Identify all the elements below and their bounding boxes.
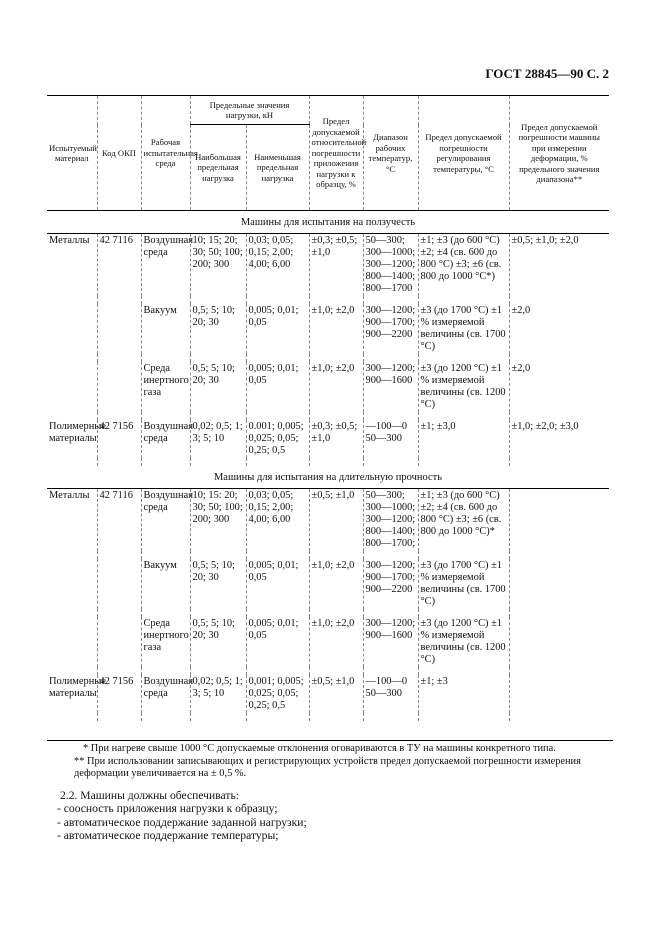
spacer-cell bbox=[47, 667, 97, 675]
spacer-cell bbox=[97, 296, 141, 304]
spacer-cell bbox=[97, 713, 141, 721]
cell-load-min: 0,03; 0,05; 0,15; 2,00; 4,00; 6,00 bbox=[246, 234, 309, 297]
table-row bbox=[47, 617, 609, 667]
cell-load-min: 0,03; 0,05; 0,15; 2,00; 4,00; 6,00 bbox=[246, 489, 309, 552]
cell-temp-error: ±3 (до 1200 °С) ±1 % измеряемой величины (св. 1200 °С) bbox=[418, 617, 509, 667]
spacer-cell bbox=[141, 667, 190, 675]
header-load-min: Наименьшая предельная нагрузка bbox=[246, 125, 309, 211]
cell-temp-range bbox=[363, 362, 418, 412]
spacer-cell bbox=[246, 667, 309, 675]
row-spacer bbox=[47, 354, 609, 362]
row-spacer bbox=[47, 713, 609, 721]
cell-load-error: ±0,5; ±1,0 bbox=[309, 489, 363, 552]
section-2-2-item: - соосность приложения нагрузки к образцу; bbox=[57, 802, 278, 816]
spacer-cell bbox=[47, 354, 97, 362]
header-medium: Рабочая испытательная среда bbox=[141, 96, 190, 211]
spacer-cell bbox=[363, 713, 418, 721]
cell-load-max: 0,5; 5; 10; 20; 30 bbox=[190, 362, 246, 412]
spacer-cell bbox=[363, 551, 418, 559]
cell-load-error: ±1,0; ±2,0 bbox=[309, 304, 363, 354]
spacer-cell bbox=[141, 354, 190, 362]
section-title-row bbox=[47, 466, 609, 489]
cell-deform-error bbox=[509, 559, 609, 609]
cell-okp bbox=[97, 362, 141, 412]
spacer-cell bbox=[509, 458, 609, 466]
cell-medium: Воздушная среда bbox=[141, 675, 190, 713]
cell-load-min: 0.001; 0,005; 0,025; 0,05; 0,25; 0,5 bbox=[246, 420, 309, 458]
section-2-2 bbox=[57, 789, 620, 843]
cell-material bbox=[47, 559, 97, 609]
cell-temp-error: ±1; ±3 (до 600 °С) ±2; ±4 (св. 600 до 800 °С) ±3; ±6 (св. 800 до 1000 °С)* bbox=[418, 489, 509, 552]
cell-temp-error: ±3 (до 1700 °С) ±1 % измеряемой величины (св. 1700 °С) bbox=[418, 559, 509, 609]
cell-okp: 42 7116 bbox=[97, 234, 141, 297]
temp-range-line: 900—1600 bbox=[365, 375, 413, 386]
temp-range-line: 300—1200; bbox=[365, 305, 416, 316]
spacer-cell bbox=[363, 412, 418, 420]
header-deform-error: Предел допускаемой погрешности машины при измерении деформации, % предельного значения диапазона** bbox=[509, 96, 609, 211]
temp-range-line: 50—300; bbox=[365, 235, 405, 246]
cell-load-max: 0,02; 0,5; 1; 3; 5; 10 bbox=[190, 420, 246, 458]
spacer-cell bbox=[47, 609, 97, 617]
row-spacer bbox=[47, 458, 609, 466]
cell-medium: Воздушная среда bbox=[141, 489, 190, 552]
cell-material: Металлы bbox=[49, 490, 90, 501]
header-temp-error: Предел допускаемой погрешности регулирования температуры, °С bbox=[418, 96, 509, 211]
cell-okp bbox=[97, 617, 141, 667]
spacer-cell bbox=[97, 412, 141, 420]
cell-load-min: 0,005; 0,01; 0,05 bbox=[246, 304, 309, 354]
cell-deform-error: ±0,5; ±1,0; ±2,0 bbox=[509, 234, 609, 297]
temp-range-line: 50—300; bbox=[365, 490, 405, 501]
table-row bbox=[47, 304, 609, 354]
spacer-cell bbox=[47, 412, 97, 420]
spacer-cell bbox=[509, 609, 609, 617]
cell-okp bbox=[97, 304, 141, 354]
spacer-cell bbox=[246, 713, 309, 721]
cell-temp-error: ±1; ±3,0 bbox=[418, 420, 509, 458]
spacer-cell bbox=[190, 609, 246, 617]
cell-okp bbox=[97, 559, 141, 609]
page-header: ГОСТ 28845—90 С. 2 bbox=[485, 66, 609, 81]
header-load-group: Предельные значения нагрузки, кН bbox=[190, 96, 309, 125]
cell-medium: Вакуум bbox=[141, 559, 190, 609]
cell-load-error: ±1,0; ±2,0 bbox=[309, 617, 363, 667]
cell-material: Металлы bbox=[49, 235, 90, 246]
temp-range-line: 900—1600 bbox=[365, 630, 413, 641]
row-spacer bbox=[47, 667, 609, 675]
spacer-cell bbox=[246, 551, 309, 559]
spacer-cell bbox=[418, 296, 509, 304]
spacer-cell bbox=[190, 458, 246, 466]
temp-range-line: 800—1700; bbox=[365, 538, 416, 549]
cell-temp-error: ±3 (до 1200 °С) ±1 % измеряемой величины (св. 1200 °С) bbox=[418, 362, 509, 412]
spacer-cell bbox=[418, 458, 509, 466]
cell-temp-error: ±1; ±3 (до 600 °С) ±2; ±4 (св. 600 до 800 °С) ±3; ±6 (св. 800 до 1000 °С*) bbox=[418, 234, 509, 297]
specifications-table bbox=[47, 95, 609, 721]
temp-range-line: 300—1000; bbox=[365, 502, 416, 513]
cell-temp-error: ±3 (до 1700 °С) ±1 % измеряемой величины (св. 1700 °С) bbox=[418, 304, 509, 354]
spacer-cell bbox=[190, 551, 246, 559]
cell-temp-range bbox=[363, 489, 418, 552]
cell-load-max: 0,5; 5; 10; 20; 30 bbox=[190, 559, 246, 609]
spacer-cell bbox=[418, 551, 509, 559]
cell-temp-range bbox=[363, 559, 418, 609]
spacer-cell bbox=[309, 458, 363, 466]
row-spacer bbox=[47, 296, 609, 304]
temp-range-line: 300—1200; bbox=[365, 363, 416, 374]
header-load-max: Наибольшая предельная нагрузка bbox=[190, 125, 246, 211]
temp-range-line: 900—2200 bbox=[365, 329, 413, 340]
spacer-cell bbox=[246, 354, 309, 362]
spacer-cell bbox=[418, 412, 509, 420]
temp-range-line: 800—1400; bbox=[365, 271, 416, 282]
table-row bbox=[47, 420, 609, 458]
section-2-2-intro: 2.2. Машины должны обеспечивать: bbox=[60, 789, 239, 802]
spacer-cell bbox=[309, 667, 363, 675]
header-okp: Код ОКП bbox=[97, 96, 141, 211]
spacer-cell bbox=[97, 667, 141, 675]
cell-temp-range bbox=[363, 675, 418, 713]
table-row bbox=[47, 362, 609, 412]
spacer-cell bbox=[309, 296, 363, 304]
cell-load-error: ±0,5; ±1,0 bbox=[309, 675, 363, 713]
spacer-cell bbox=[246, 609, 309, 617]
cell-okp: 42 7156 bbox=[97, 420, 141, 458]
cell-load-max: 0,5; 5; 10; 20; 30 bbox=[190, 304, 246, 354]
cell-material bbox=[47, 362, 97, 412]
temp-range-line: 300—1200; bbox=[365, 259, 416, 270]
cell-load-error: ±0,3; ±0,5; ±1,0 bbox=[309, 420, 363, 458]
cell-temp-range bbox=[363, 304, 418, 354]
temp-range-line: 300—1200; bbox=[365, 618, 416, 629]
spacer-cell bbox=[363, 609, 418, 617]
row-spacer bbox=[47, 609, 609, 617]
spacer-cell bbox=[141, 458, 190, 466]
spacer-cell bbox=[309, 354, 363, 362]
cell-load-error: ±1,0; ±2,0 bbox=[309, 362, 363, 412]
spacer-cell bbox=[309, 412, 363, 420]
header-material: Испытуемый материал bbox=[47, 96, 97, 211]
section-title-row bbox=[47, 211, 609, 234]
cell-deform-error bbox=[509, 675, 609, 713]
spacer-cell bbox=[246, 412, 309, 420]
temp-range-line: 900—1700; bbox=[365, 317, 416, 328]
cell-load-min: 0,005; 0,01; 0,05 bbox=[246, 362, 309, 412]
footnote-2: ** При использовании записывающих и регистрирующих устройств предел допускаемой погрешности измерения деформации увеличивается на ± 0,5 %. bbox=[74, 755, 581, 779]
spacer-cell bbox=[509, 713, 609, 721]
section-2-2-item: - автоматическое поддержание заданной нагрузки; bbox=[57, 815, 307, 829]
temp-range-line: 300—1200; bbox=[365, 514, 416, 525]
spacer-cell bbox=[418, 713, 509, 721]
spacer-cell bbox=[141, 609, 190, 617]
spacer-cell bbox=[309, 713, 363, 721]
spacer-cell bbox=[97, 551, 141, 559]
spacer-cell bbox=[509, 412, 609, 420]
spacer-cell bbox=[190, 296, 246, 304]
cell-medium: Воздушная среда bbox=[141, 420, 190, 458]
cell-deform-error: ±2,0 bbox=[509, 362, 609, 412]
table-body bbox=[47, 211, 609, 722]
footnotes bbox=[47, 740, 613, 781]
spacer-cell bbox=[246, 458, 309, 466]
temp-range-line: 900—1700; bbox=[365, 572, 416, 583]
spacer-cell bbox=[418, 667, 509, 675]
spacer-cell bbox=[418, 354, 509, 362]
spacer-cell bbox=[97, 458, 141, 466]
cell-load-min: 0,005; 0,01; 0,05 bbox=[246, 617, 309, 667]
cell-medium: Вакуум bbox=[141, 304, 190, 354]
spacer-cell bbox=[309, 551, 363, 559]
cell-load-error: ±1,0; ±2,0 bbox=[309, 559, 363, 609]
cell-medium: Среда инертного газа bbox=[141, 362, 190, 412]
cell-load-min: 0,005; 0,01; 0,05 bbox=[246, 559, 309, 609]
spacer-cell bbox=[509, 667, 609, 675]
cell-deform-error bbox=[509, 489, 609, 552]
temp-range-line: 50—300 bbox=[365, 433, 402, 444]
cell-deform-error: ±2,0 bbox=[509, 304, 609, 354]
spacer-cell bbox=[47, 296, 97, 304]
spacer-cell bbox=[141, 296, 190, 304]
row-spacer bbox=[47, 412, 609, 420]
cell-temp-error: ±1; ±3 bbox=[418, 675, 509, 713]
cell-load-max: 10; 15: 20; 30; 50; 100; 200; 300 bbox=[190, 489, 246, 552]
spacer-cell bbox=[190, 354, 246, 362]
header-temp-range: Диапазон рабочих температур, °С bbox=[363, 96, 418, 211]
row-spacer bbox=[47, 551, 609, 559]
section-title: Машины для испытания на ползучесть bbox=[47, 211, 609, 234]
spacer-cell bbox=[509, 354, 609, 362]
spacer-cell bbox=[363, 458, 418, 466]
spacer-cell bbox=[141, 713, 190, 721]
cell-temp-range bbox=[363, 420, 418, 458]
spacer-cell bbox=[190, 667, 246, 675]
cell-material: Полимерные материалы bbox=[49, 421, 106, 444]
footnote-1: * При нагреве свыше 1000 °С допускаемые отклонения оговариваются в ТУ на машины конкретного типа. bbox=[83, 743, 556, 754]
cell-load-max: 0,02; 0,5; 1; 3; 5; 10 bbox=[190, 675, 246, 713]
spacer-cell bbox=[190, 412, 246, 420]
temp-range-line: 300—1200; bbox=[365, 560, 416, 571]
cell-temp-range bbox=[363, 234, 418, 297]
table-row bbox=[47, 675, 609, 713]
cell-material bbox=[47, 617, 97, 667]
spacer-cell bbox=[363, 296, 418, 304]
table-header bbox=[47, 96, 609, 211]
spacer-cell bbox=[97, 354, 141, 362]
cell-material bbox=[47, 304, 97, 354]
cell-load-max: 0,5; 5; 10; 20; 30 bbox=[190, 617, 246, 667]
spacer-cell bbox=[190, 713, 246, 721]
cell-load-error: ±0,3; ±0,5; ±1,0 bbox=[309, 234, 363, 297]
temp-range-line: —100—0 bbox=[365, 421, 408, 432]
cell-okp: 42 7116 bbox=[97, 489, 141, 552]
cell-medium: Воздушная среда bbox=[141, 234, 190, 297]
section-title: Машины для испытания на длительную прочность bbox=[47, 466, 609, 489]
table-row bbox=[47, 489, 609, 552]
cell-material: Полимерные материалы bbox=[49, 676, 106, 699]
spacer-cell bbox=[363, 354, 418, 362]
table-row bbox=[47, 559, 609, 609]
spacer-cell bbox=[509, 551, 609, 559]
spacer-cell bbox=[97, 609, 141, 617]
temp-range-line: 50—300 bbox=[365, 688, 402, 699]
cell-temp-range bbox=[363, 617, 418, 667]
spacer-cell bbox=[141, 551, 190, 559]
spacer-cell bbox=[47, 713, 97, 721]
table-row bbox=[47, 234, 609, 297]
cell-okp: 42 7156 bbox=[97, 675, 141, 713]
temp-range-line: 800—1400; bbox=[365, 526, 416, 537]
cell-load-min: 0,001; 0,005; 0,025; 0,05; 0,25; 0,5 bbox=[246, 675, 309, 713]
spacer-cell bbox=[47, 551, 97, 559]
temp-range-line: 800—1700 bbox=[365, 283, 413, 294]
spacer-cell bbox=[47, 458, 97, 466]
spacer-cell bbox=[509, 296, 609, 304]
cell-deform-error bbox=[509, 617, 609, 667]
cell-medium: Среда инертного газа bbox=[141, 617, 190, 667]
spacer-cell bbox=[363, 667, 418, 675]
spacer-cell bbox=[246, 296, 309, 304]
section-2-2-item: - автоматическое поддержание температуры; bbox=[57, 829, 279, 843]
cell-load-max: 10; 15; 20; 30; 50; 100; 200; 300 bbox=[190, 234, 246, 297]
temp-range-line: 300—1000; bbox=[365, 247, 416, 258]
spacer-cell bbox=[418, 609, 509, 617]
spacer-cell bbox=[141, 412, 190, 420]
spacer-cell bbox=[309, 609, 363, 617]
header-load-error: Предел допускаемой относительной погрешности приложения нагрузки к образцу, % bbox=[309, 96, 363, 211]
temp-range-line: 900—2200 bbox=[365, 584, 413, 595]
temp-range-line: —100—0 bbox=[365, 676, 408, 687]
cell-deform-error: ±1,0; ±2,0; ±3,0 bbox=[509, 420, 609, 458]
